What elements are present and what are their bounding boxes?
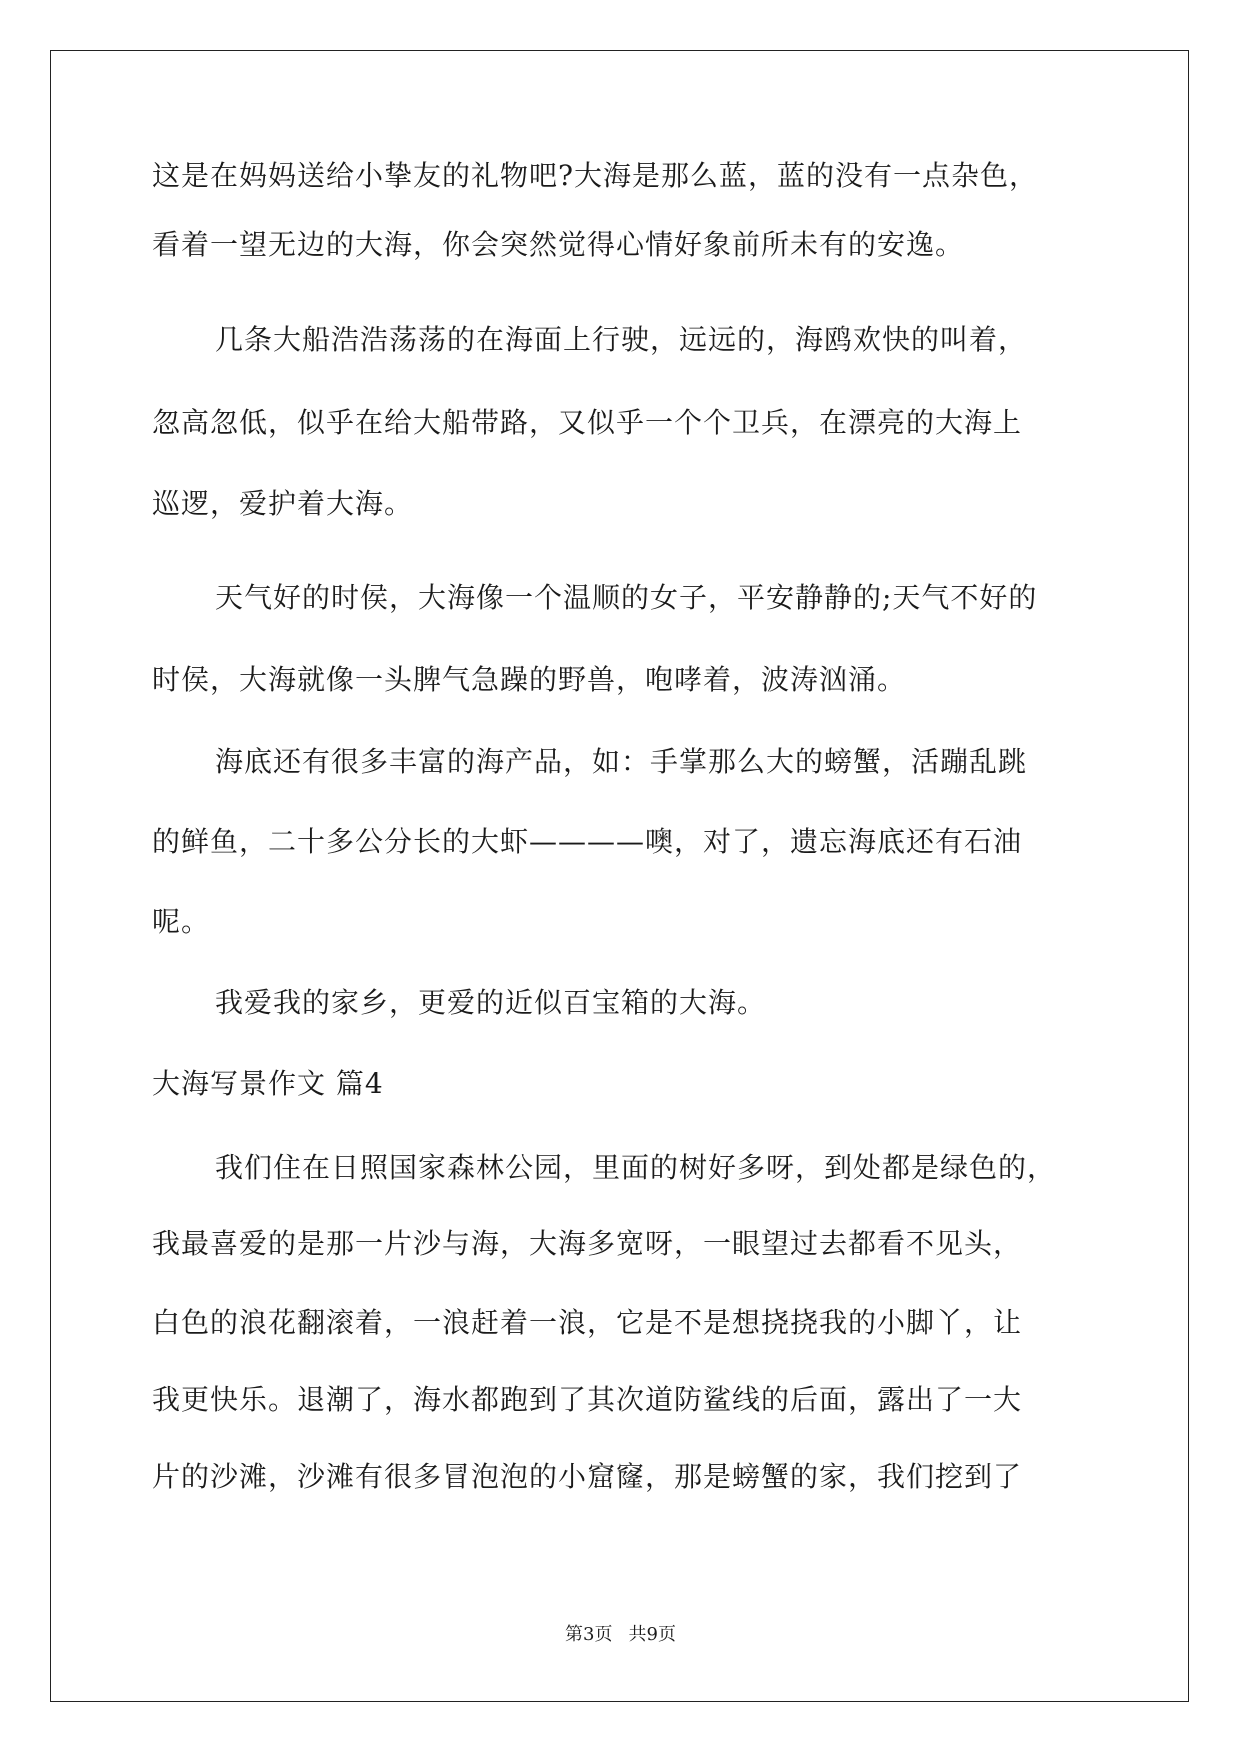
text-line: 看着一望无边的大海，你会突然觉得心情好象前所未有的安逸。 (152, 228, 965, 261)
text-line: 白色的浪花翻滚着，一浪赶着一浪，它是不是想挠挠我的小脚丫，让 (152, 1306, 1023, 1339)
text-line: 巡逻，爱护着大海。 (152, 487, 414, 520)
text-line: 片的沙滩，沙滩有很多冒泡泡的小窟窿，那是螃蟹的家，我们挖到了 (152, 1460, 1023, 1493)
text-line: 忽高忽低，似乎在给大船带路，又似乎一个个卫兵，在漂亮的大海上 (152, 406, 1023, 439)
text-line: 呢。 (152, 905, 211, 938)
text-line: 我爱我的家乡，更爱的近似百宝箱的大海。 (215, 986, 767, 1019)
text-line: 这是在妈妈送给小挚友的礼物吧?大海是那么蓝，蓝的没有一点杂色， (152, 159, 1039, 192)
page-frame (50, 50, 1189, 1702)
page-number: 第3页 (565, 1624, 613, 1645)
text-line: 几条大船浩浩荡荡的在海面上行驶，远远的，海鸥欢快的叫着， (215, 323, 1028, 356)
page-footer (0, 1623, 1241, 1647)
page-total: 共9页 (628, 1624, 676, 1645)
text-line: 我更快乐。退潮了，海水都跑到了其次道防鲨线的后面，露出了一大 (152, 1383, 1023, 1416)
text-line: 天气好的时侯，大海像一个温顺的女子，平安静静的;天气不好的 (215, 581, 1038, 614)
text-line: 的鲜鱼，二十多公分长的大虾————噢，对了，遗忘海底还有石油 (152, 825, 1023, 858)
text-line: 我们住在日照国家森林公园，里面的树好多呀，到处都是绿色的， (215, 1151, 1057, 1184)
section-heading: 大海写景作文 篇4 (152, 1067, 384, 1100)
text-line: 我最喜爱的是那一片沙与海，大海多宽呀，一眼望过去都看不见头， (152, 1227, 1023, 1260)
text-line: 时侯，大海就像一头脾气急躁的野兽，咆哮着，波涛汹涌。 (152, 663, 907, 696)
text-line: 海底还有很多丰富的海产品，如：手掌那么大的螃蟹，活蹦乱跳 (215, 745, 1028, 778)
